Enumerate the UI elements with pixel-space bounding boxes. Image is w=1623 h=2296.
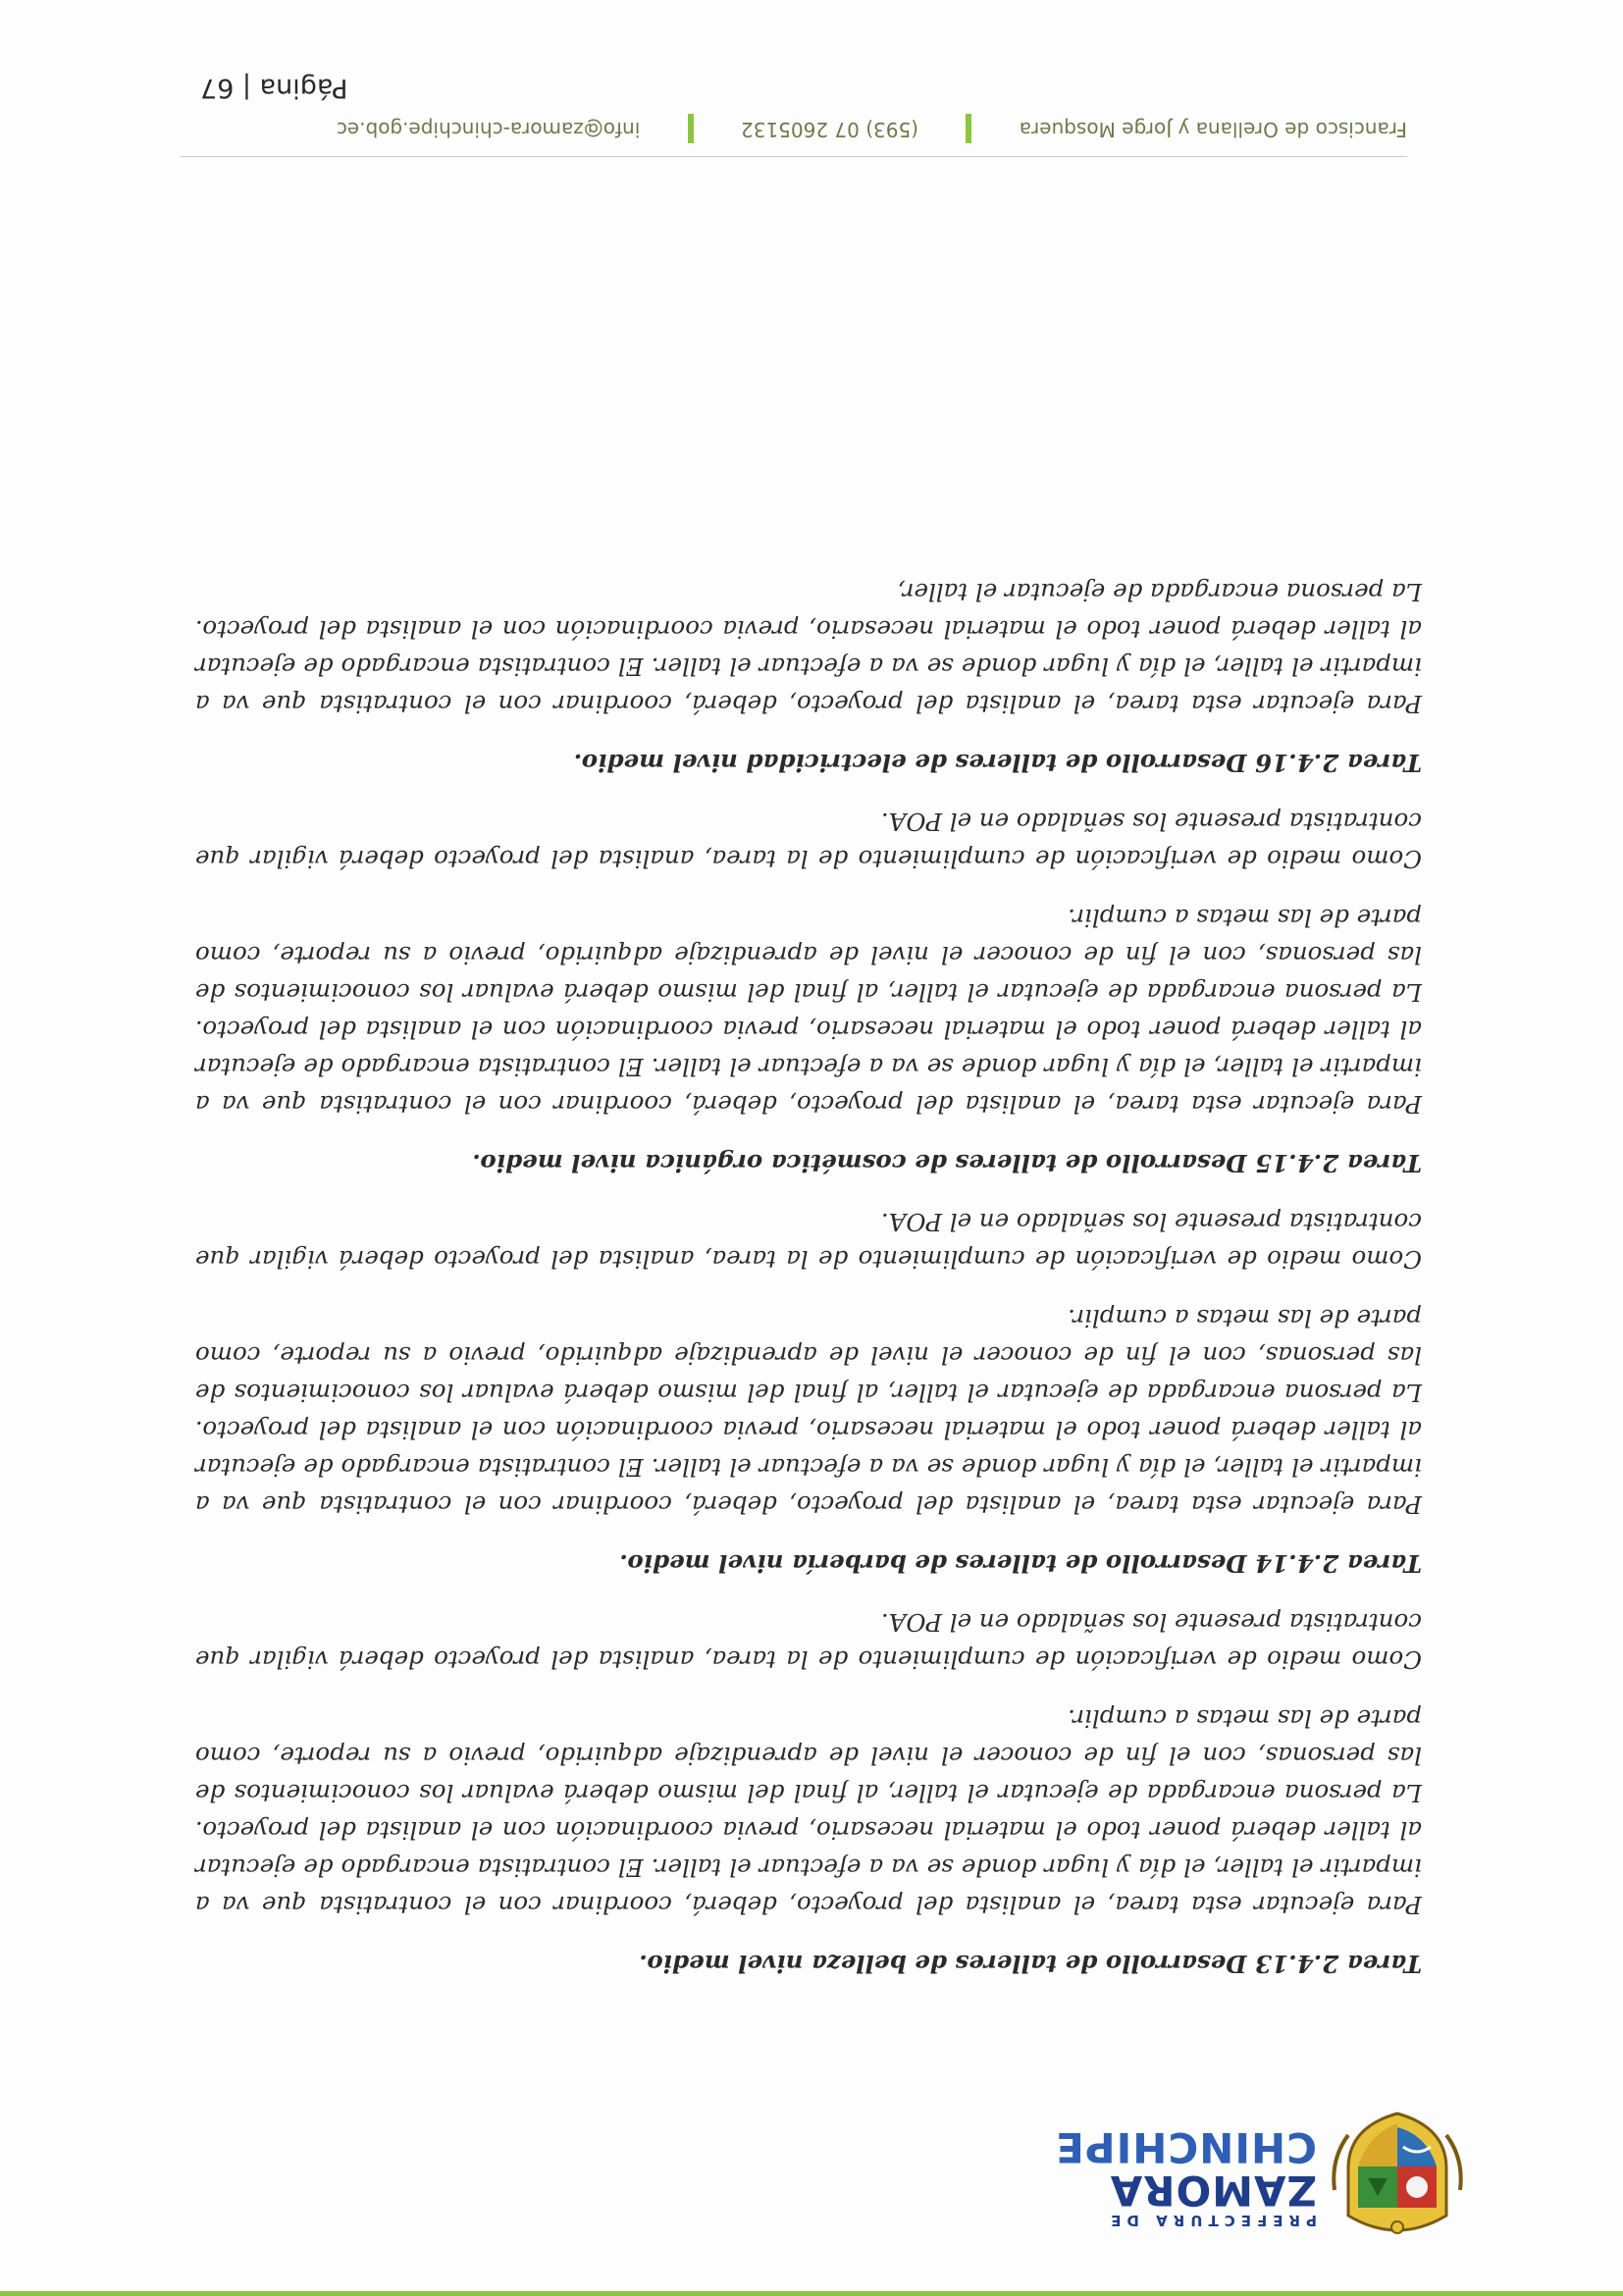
footer-separator <box>966 114 971 143</box>
logo-line-zamora: ZAMORA <box>1109 2166 1317 2215</box>
footer-email: info@zamora-chinchipe.gob.ec <box>336 118 641 142</box>
logo-wordmark <box>1042 2125 1317 2229</box>
paragraph: Para ejecutar esta tarea, el analista del proyecto, deberá, coordinar con el contratista que va a impartir el taller, el día y lugar donde se va a efectuar el taller. El contratista encargado de ejecutar al taller deberá poner todo el material necesario, previa coordinación con el analista del proyecto. La persona encargada de ejecutar el taller, al final del mismo deberá evaluar los conocimientos de las personas, con el fin de conocer el nivel de aprendizaje adquirido, previo a su reporte, como parte de las metas a cumplir. <box>195 1304 1422 1519</box>
task-section <box>195 1203 1432 1582</box>
paragraph: Para ejecutar esta tarea, el analista del proyecto, deberá, coordinar con el contratista que va a impartir el taller, el día y lugar donde se va a efectuar el taller. El contratista encargado de ejecutar al taller deberá poner todo el material necesario, previa coordinación con el analista del proyecto. La persona encargada de ejecutar el taller, al final del mismo deberá evaluar los conocimientos de las personas, con el fin de conocer el nivel de aprendizaje adquirido, previo a su reporte, como parte de las metas a cumplir. <box>195 904 1422 1119</box>
paragraph: Como medio de verificación de cumplimiento de la tarea, analista del proyecto deberá vigilar que contratista presente los señalado en el POA. <box>195 808 1422 873</box>
task-title: Tarea 2.4.13 Desarrollo de talleres de belleza nivel medio. <box>639 1950 1422 1978</box>
page-number: Página | 67 <box>200 73 348 103</box>
paragraph: Para ejecutar esta tarea, el analista del proyecto, deberá, coordinar con el contratista que va a impartir el taller, el día y lugar donde se va a efectuar el taller. El contratista encargado de ejecutar al taller deberá poner todo el material necesario, previa coordinación con el analista del proyecto. La persona encargada de ejecutar el taller, al final del mismo deberá evaluar los conocimientos de las personas, con el fin de conocer el nivel de aprendizaje adquirido, previo a su reporte, como parte de las metas a cumplir. <box>195 1704 1422 1919</box>
coat-of-arms-icon <box>1329 2110 1466 2237</box>
logo-line-prefectura: PREFECTURA DE <box>1105 2212 1317 2229</box>
task-title: Tarea 2.4.15 Desarrollo de talleres de cosmética orgánica nivel medio. <box>472 1149 1422 1177</box>
document-body <box>195 551 1432 1982</box>
logo-line-chinchipe: CHINCHIPE <box>1055 2123 1317 2171</box>
header-green-rule <box>0 2291 1623 2296</box>
task-title: Tarea 2.4.14 Desarrollo de talleres de barbería nivel medio. <box>619 1549 1422 1578</box>
paragraph: Como medio de verificación de cumplimiento de la tarea, analista del proyecto deberá vigilar que contratista presente los señalado en el POA. <box>195 1208 1422 1274</box>
footer-phone: (593) 07 2605132 <box>741 118 919 142</box>
paragraph: Como medio de verificación de cumplimiento de la tarea, analista del proyecto deberá vigilar que contratista presente los señalado en el POA. <box>195 1608 1422 1674</box>
task-section <box>195 573 1432 781</box>
page-footer <box>112 49 1486 157</box>
footer-divider <box>181 156 1407 157</box>
paragraph: Para ejecutar esta tarea, el analista del proyecto, deberá, coordinar con el contratista que va a impartir el taller, el día y lugar donde se va a efectuar el taller. El contratista encargado de ejecutar al taller deberá poner todo el material necesario, previa coordinación con el analista del proyecto. La persona encargada de ejecutar el taller, <box>195 578 1422 718</box>
footer-address: Francisco de Orellana y Jorge Mosquera <box>1019 118 1407 142</box>
task-title: Tarea 2.4.16 Desarrollo de talleres de electricidad nivel medio. <box>573 749 1422 777</box>
footer-contact-line <box>181 114 1407 143</box>
task-section <box>195 803 1432 1181</box>
task-section <box>195 1603 1432 1982</box>
footer-separator <box>688 114 694 143</box>
prefectura-logo <box>1044 2110 1466 2237</box>
